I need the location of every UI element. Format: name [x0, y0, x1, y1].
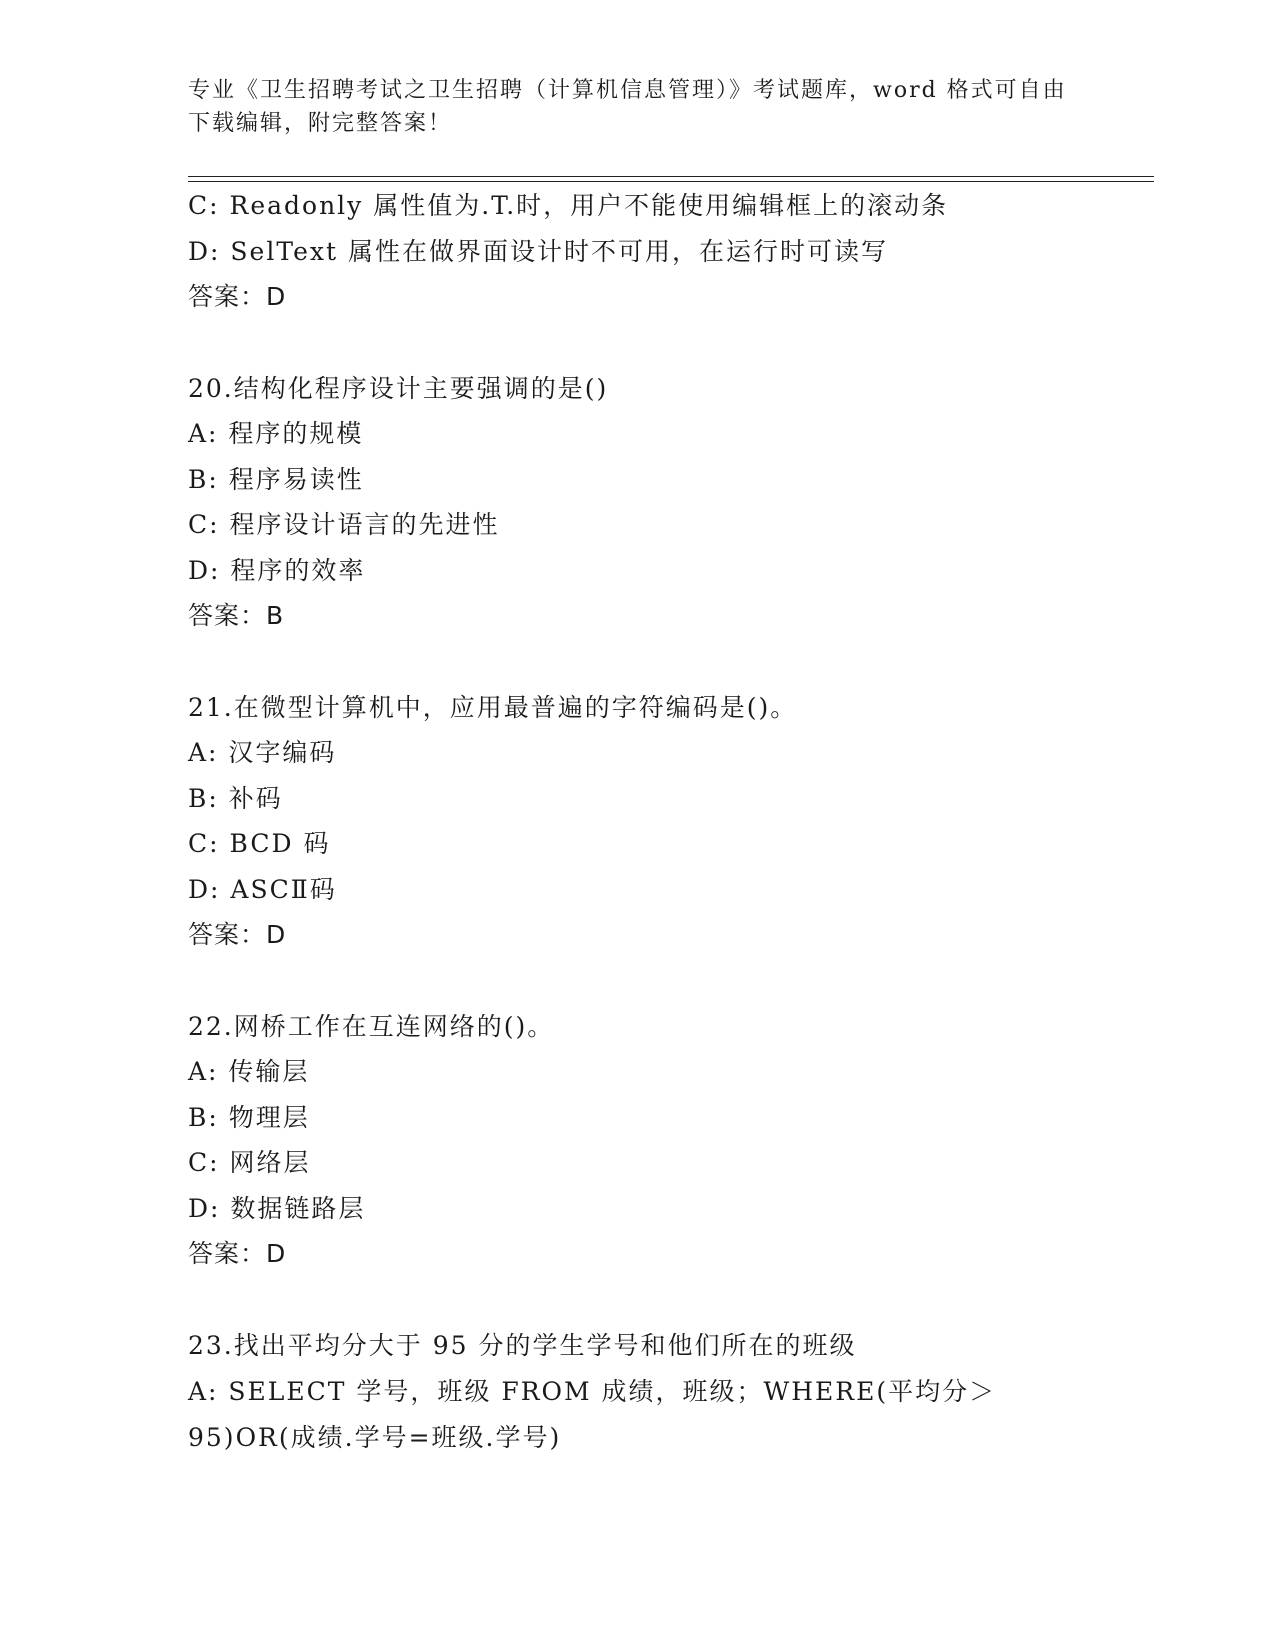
- q21-stem: 21.在微型计算机中，应用最普遍的字符编码是()。: [188, 692, 798, 722]
- q19-option-d: D: SelText 属性在做界面设计时不可用，在运行时可读写: [188, 236, 888, 266]
- document-header: 专业《卫生招聘考试之卫生招聘（计算机信息管理）》考试题库，word 格式可自由下载编辑，附完整答案！: [188, 78, 1067, 136]
- q22-option-d: D: 数据链路层: [188, 1193, 366, 1223]
- header-divider-bottom: [188, 181, 1154, 182]
- q20-stem: 20.结构化程序设计主要强调的是(): [188, 373, 609, 403]
- q22-option-a: A: 传输层: [188, 1057, 310, 1086]
- question-content: [188, 191, 1088, 1476]
- spacer: [188, 966, 1088, 1012]
- q21-option-a: A: 汉字编码: [188, 738, 337, 767]
- q20-option-d: D: 程序的效率: [188, 555, 366, 585]
- q23-option-a: A: SELECT 学号，班级 FROM 成绩，班级；WHERE(平均分＞95)OR(成绩.学号=班级.学号): [188, 1377, 997, 1452]
- header-divider-top: [188, 176, 1154, 177]
- q20-answer: 答案：B: [188, 601, 285, 630]
- q21-option-d: D: ASCⅡ码: [188, 874, 337, 904]
- q21-answer: 答案：D: [188, 920, 287, 949]
- q23-stem: 23.找出平均分大于 95 分的学生学号和他们所在的班级: [188, 1330, 857, 1360]
- q20-option-c: C: 程序设计语言的先进性: [188, 510, 500, 539]
- q19-answer: 答案：D: [188, 282, 287, 311]
- spacer: [188, 1285, 1088, 1331]
- q19-option-c: C: Readonly 属性值为.T.时，用户不能使用编辑框上的滚动条: [188, 191, 949, 220]
- q21-option-b: B: 补码: [188, 783, 283, 813]
- q22-option-c: C: 网络层: [188, 1148, 311, 1177]
- spacer: [188, 328, 1088, 374]
- spacer: [188, 647, 1088, 693]
- q22-answer: 答案：D: [188, 1239, 287, 1268]
- q22-stem: 22.网桥工作在互连网络的()。: [188, 1011, 555, 1041]
- q20-option-a: A: 程序的规模: [188, 419, 364, 448]
- q20-option-b: B: 程序易读性: [188, 464, 364, 494]
- q21-option-c: C: BCD 码: [188, 829, 331, 858]
- q22-option-b: B: 物理层: [188, 1102, 310, 1132]
